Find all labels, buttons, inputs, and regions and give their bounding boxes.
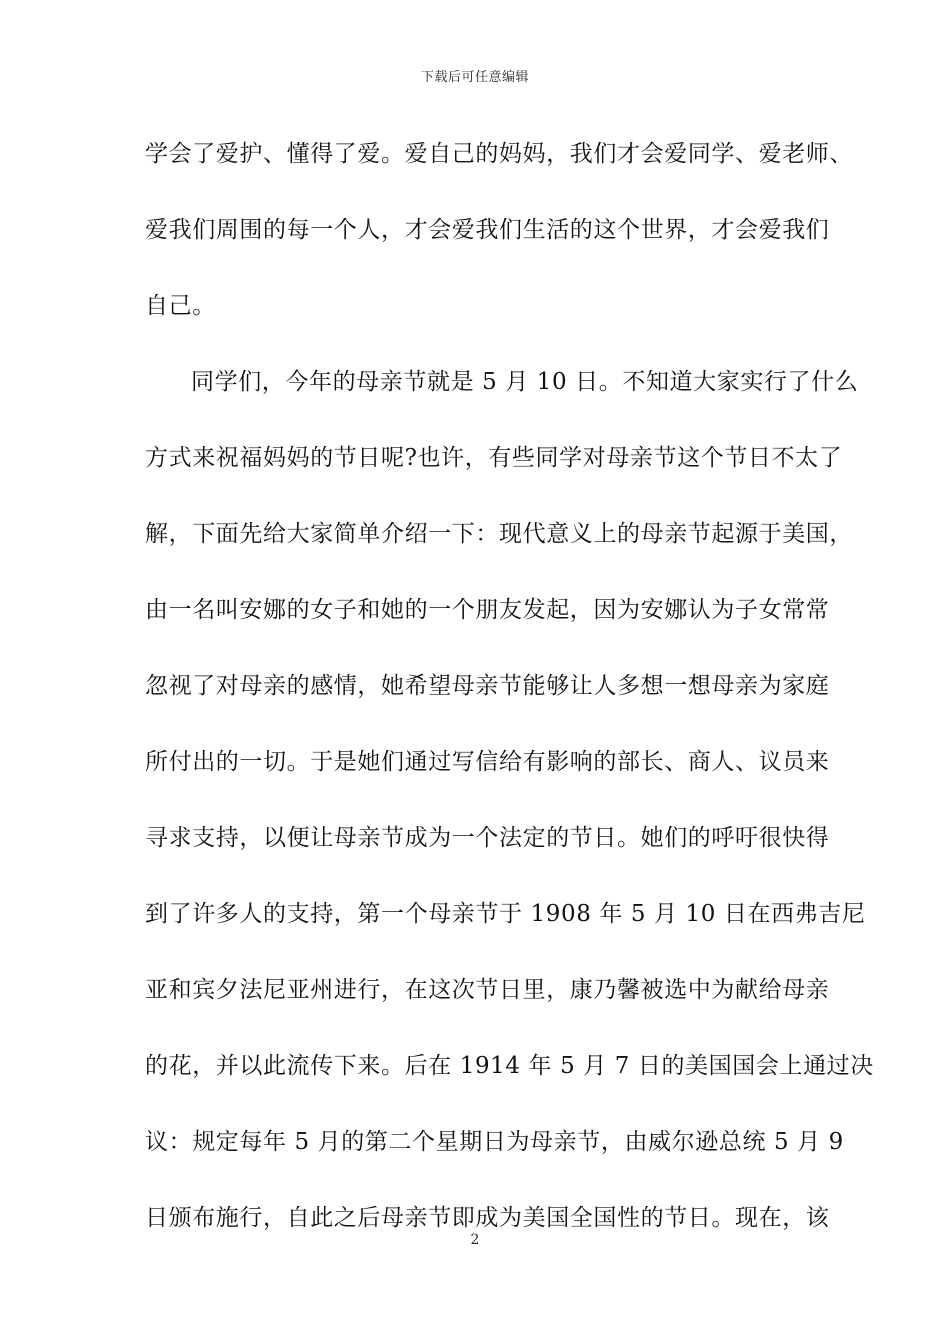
text-line: 解，下面先给大家简单介绍一下：现代意义上的母亲节起源于美国， xyxy=(145,521,853,547)
text-line: 议：规定每年 5 月的第二个星期日为母亲节，由威尔逊总统 5 月 9 xyxy=(145,1129,844,1155)
text-line: 寻求支持，以便让母亲节成为一个法定的节日。她们的呼吁很快得 xyxy=(145,825,830,851)
text-line: 到了许多人的支持，第一个母亲节于 1908 年 5 月 10 日在西弗吉尼 xyxy=(145,901,866,927)
text-line: 忽视了对母亲的感情，她希望母亲节能够让人多想一想母亲为家庭 xyxy=(145,673,830,699)
text-line: 由一名叫安娜的女子和她的一个朋友发起，因为安娜认为子女常常 xyxy=(145,597,830,623)
text-line: 自己。 xyxy=(145,293,216,319)
page-number: 2 xyxy=(470,1232,480,1248)
text-line: 的花，并以此流传下来。后在 1914 年 5 月 7 日的美国国会上通过决 xyxy=(145,1053,874,1079)
text-line: 爱我们周围的每一个人，才会爱我们生活的这个世界，才会爱我们 xyxy=(145,217,830,243)
page-header: 下载后可任意编辑 xyxy=(420,70,529,85)
text-line: 学会了爱护、懂得了爱。爱自己的妈妈，我们才会爱同学、爱老师、 xyxy=(145,141,853,167)
text-line: 所付出的一切。于是她们通过写信给有影响的部长、商人、议员来 xyxy=(145,749,830,775)
body-text xyxy=(145,128,874,1268)
paragraph-start-line: 同学们，今年的母亲节就是 5 月 10 日。不知道大家实行了什么 xyxy=(191,369,859,395)
text-line: 方式来祝福妈妈的节日呢?也许，有些同学对母亲节这个节日不太了 xyxy=(145,445,843,471)
text-line: 亚和宾夕法尼亚州进行，在这次节日里，康乃馨被选中为献给母亲 xyxy=(145,977,830,1003)
text-line: 日颁布施行，自此之后母亲节即成为美国全国性的节日。现在，该 xyxy=(145,1205,830,1231)
